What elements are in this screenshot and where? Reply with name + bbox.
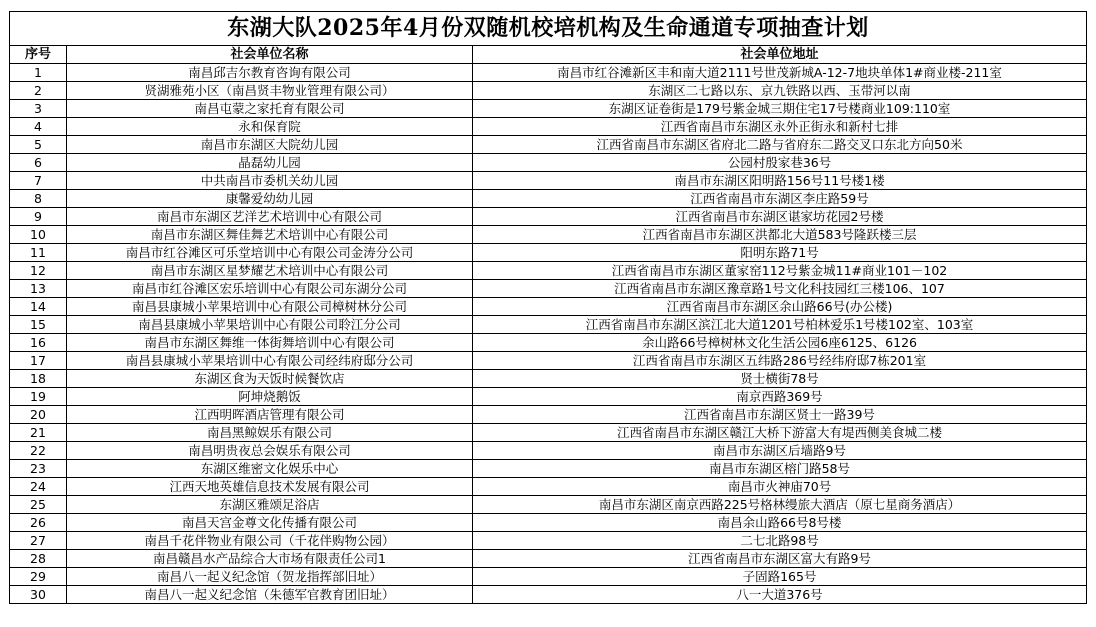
unit-name-cell[interactable]: 南昌屯蒙之家托育有限公司 (67, 100, 473, 118)
table-row (10, 406, 1087, 424)
unit-name-cell[interactable]: 南昌县康城小苹果培训中心有限公司樟树林分公司 (67, 298, 473, 316)
unit-address-cell[interactable]: 阳明东路71号 (473, 244, 1087, 262)
serial-number-cell[interactable]: 12 (10, 262, 67, 280)
serial-number-cell[interactable]: 18 (10, 370, 67, 388)
table-row (10, 334, 1087, 352)
table-row (10, 208, 1087, 226)
serial-number-cell[interactable]: 14 (10, 298, 67, 316)
unit-address-cell[interactable]: 南昌市东湖区榕门路58号 (473, 460, 1087, 478)
header-unit-name[interactable]: 社会单位名称 (67, 46, 473, 64)
serial-number-cell[interactable]: 5 (10, 136, 67, 154)
serial-number-cell[interactable]: 4 (10, 118, 67, 136)
table-row (10, 370, 1087, 388)
unit-address-cell[interactable]: 东湖区二七路以东、京九铁路以西、玉带河以南 (473, 82, 1087, 100)
unit-address-cell[interactable]: 子固路165号 (473, 568, 1087, 586)
table-row (10, 82, 1087, 100)
unit-name-cell[interactable]: 南昌市红谷滩区可乐堂培训中心有限公司金涛分公司 (67, 244, 473, 262)
header-serial-number[interactable]: 序号 (10, 46, 67, 64)
unit-name-cell[interactable]: 南昌邱吉尔教育咨询有限公司 (67, 64, 473, 82)
unit-address-cell[interactable]: 南昌市东湖区南京西路225号格林缦旅大酒店（原七星商务酒店） (473, 496, 1087, 514)
table-row (10, 442, 1087, 460)
table-row (10, 118, 1087, 136)
table-row (10, 532, 1087, 550)
table-row (10, 262, 1087, 280)
table-row (10, 172, 1087, 190)
serial-number-cell[interactable]: 16 (10, 334, 67, 352)
unit-address-cell[interactable]: 江西省南昌市东湖区洪都北大道583号隆跃楼三层 (473, 226, 1087, 244)
unit-address-cell[interactable]: 江西省南昌市东湖区滨江北大道1201号柏林爱乐1号楼102室、103室 (473, 316, 1087, 334)
unit-address-cell[interactable]: 南昌市东湖区后墙路9号 (473, 442, 1087, 460)
serial-number-cell[interactable]: 6 (10, 154, 67, 172)
unit-name-cell[interactable]: 南昌市东湖区舞维一体街舞培训中心有限公司 (67, 334, 473, 352)
table-row (10, 388, 1087, 406)
table-body (10, 64, 1087, 604)
serial-number-cell[interactable]: 23 (10, 460, 67, 478)
table-row (10, 154, 1087, 172)
serial-number-cell[interactable]: 22 (10, 442, 67, 460)
table-row (10, 244, 1087, 262)
unit-address-cell[interactable]: 南昌市红谷滩新区丰和南大道2111号世茂新城A-12-7地块单体1#商业楼-211室 (473, 64, 1087, 82)
table-row (10, 478, 1087, 496)
title-row (10, 12, 1087, 46)
serial-number-cell[interactable]: 8 (10, 190, 67, 208)
unit-name-cell[interactable]: 东湖区维密文化娱乐中心 (67, 460, 473, 478)
table-title[interactable]: 东湖大队2025年4月份双随机校培机构及生命通道专项抽查计划 (10, 12, 1087, 46)
unit-address-cell[interactable]: 南京西路369号 (473, 388, 1087, 406)
table-row (10, 586, 1087, 604)
unit-name-cell[interactable]: 南昌市红谷滩区宏乐培训中心有限公司东湖分公司 (67, 280, 473, 298)
table-row (10, 190, 1087, 208)
unit-name-cell[interactable]: 南昌县康城小苹果培训中心有限公司经纬府邸分公司 (67, 352, 473, 370)
serial-number-cell[interactable]: 1 (10, 64, 67, 82)
unit-address-cell[interactable]: 东湖区证卷街是179号紫金城三期住宅17号楼商业109:110室 (473, 100, 1087, 118)
unit-address-cell[interactable]: 江西省南昌市东湖区赣江大桥下游富大有堤西侧美食城二楼 (473, 424, 1087, 442)
unit-address-cell[interactable]: 贤士横街78号 (473, 370, 1087, 388)
unit-address-cell[interactable]: 江西省南昌市东湖区省府北二路与省府东二路交叉口东北方向50米 (473, 136, 1087, 154)
unit-name-cell[interactable]: 江西天地英雄信息技术发展有限公司 (67, 478, 473, 496)
inspection-plan-table (9, 11, 1087, 604)
table-row (10, 64, 1087, 82)
unit-name-cell[interactable]: 阿坤烧鹅饭 (67, 388, 473, 406)
serial-number-cell[interactable]: 11 (10, 244, 67, 262)
serial-number-cell[interactable]: 26 (10, 514, 67, 532)
unit-name-cell[interactable]: 江西明晖酒店管理有限公司 (67, 406, 473, 424)
unit-address-cell[interactable]: 南昌市东湖区阳明路156号11号楼1楼 (473, 172, 1087, 190)
serial-number-cell[interactable]: 30 (10, 586, 67, 604)
serial-number-cell[interactable]: 28 (10, 550, 67, 568)
unit-name-cell[interactable]: 南昌市东湖区星梦耀艺术培训中心有限公司 (67, 262, 473, 280)
unit-address-cell[interactable]: 江西省南昌市东湖区永外正街永和新村七排 (473, 118, 1087, 136)
unit-name-cell[interactable]: 南昌八一起义纪念馆（贺龙指挥部旧址） (67, 568, 473, 586)
unit-name-cell[interactable]: 南昌市东湖区艺洋艺术培训中心有限公司 (67, 208, 473, 226)
header-unit-address[interactable]: 社会单位地址 (473, 46, 1087, 64)
unit-name-cell[interactable]: 晶磊幼儿园 (67, 154, 473, 172)
spreadsheet (9, 11, 1086, 604)
unit-name-cell[interactable]: 贤湖雅苑小区（南昌贤丰物业管理有限公司） (67, 82, 473, 100)
table-row (10, 352, 1087, 370)
unit-address-cell[interactable]: 余山路66号樟树林文化生活公园6座6125、6126 (473, 334, 1087, 352)
unit-name-cell[interactable]: 南昌千花伴物业有限公司（千花伴购物公园） (67, 532, 473, 550)
unit-name-cell[interactable]: 南昌黑鲸娱乐有限公司 (67, 424, 473, 442)
serial-number-cell[interactable]: 21 (10, 424, 67, 442)
unit-address-cell[interactable]: 南昌市火神庙70号 (473, 478, 1087, 496)
unit-address-cell[interactable]: 江西省南昌市东湖区董家窑112号紫金城11#商业101－102 (473, 262, 1087, 280)
table-row (10, 298, 1087, 316)
serial-number-cell[interactable]: 27 (10, 532, 67, 550)
unit-address-cell[interactable]: 江西省南昌市东湖区谌家坊花园2号楼 (473, 208, 1087, 226)
table-row (10, 568, 1087, 586)
serial-number-cell[interactable]: 9 (10, 208, 67, 226)
unit-address-cell[interactable]: 江西省南昌市东湖区豫章路1号文化科技园红三楼106、107 (473, 280, 1087, 298)
unit-name-cell[interactable]: 东湖区雅颂足浴店 (67, 496, 473, 514)
serial-number-cell[interactable]: 3 (10, 100, 67, 118)
unit-name-cell[interactable]: 南昌县康城小苹果培训中心有限公司聆江分公司 (67, 316, 473, 334)
serial-number-cell[interactable]: 29 (10, 568, 67, 586)
serial-number-cell[interactable]: 24 (10, 478, 67, 496)
serial-number-cell[interactable]: 19 (10, 388, 67, 406)
unit-name-cell[interactable]: 南昌天宫金尊文化传播有限公司 (67, 514, 473, 532)
unit-name-cell[interactable]: 南昌市东湖区舞佳舞艺术培训中心有限公司 (67, 226, 473, 244)
table-row (10, 496, 1087, 514)
serial-number-cell[interactable]: 17 (10, 352, 67, 370)
table-row (10, 226, 1087, 244)
unit-address-cell[interactable]: 江西省南昌市东湖区贤士一路39号 (473, 406, 1087, 424)
table-row (10, 514, 1087, 532)
unit-address-cell[interactable]: 江西省南昌市东湖区余山路66号(办公楼) (473, 298, 1087, 316)
unit-name-cell[interactable]: 南昌赣昌水产品综合大市场有限责任公司1 (67, 550, 473, 568)
table-row (10, 550, 1087, 568)
unit-address-cell[interactable]: 八一大道376号 (473, 586, 1087, 604)
serial-number-cell[interactable]: 20 (10, 406, 67, 424)
serial-number-cell[interactable]: 2 (10, 82, 67, 100)
serial-number-cell[interactable]: 15 (10, 316, 67, 334)
unit-address-cell[interactable]: 南昌余山路66号8号楼 (473, 514, 1087, 532)
unit-name-cell[interactable]: 康馨爱幼幼儿园 (67, 190, 473, 208)
header-row (10, 46, 1087, 64)
unit-name-cell[interactable]: 中共南昌市委机关幼儿园 (67, 172, 473, 190)
unit-name-cell[interactable]: 南昌市东湖区大院幼儿园 (67, 136, 473, 154)
table-row (10, 460, 1087, 478)
unit-address-cell[interactable]: 江西省南昌市东湖区五纬路286号经纬府邸7栋201室 (473, 352, 1087, 370)
unit-name-cell[interactable]: 永和保育院 (67, 118, 473, 136)
table-row (10, 316, 1087, 334)
table-row (10, 100, 1087, 118)
unit-address-cell[interactable]: 江西省南昌市东湖区富大有路9号 (473, 550, 1087, 568)
unit-address-cell[interactable]: 江西省南昌市东湖区李庄路59号 (473, 190, 1087, 208)
serial-number-cell[interactable]: 13 (10, 280, 67, 298)
serial-number-cell[interactable]: 10 (10, 226, 67, 244)
serial-number-cell[interactable]: 25 (10, 496, 67, 514)
table-row (10, 136, 1087, 154)
table-row (10, 280, 1087, 298)
unit-name-cell[interactable]: 东湖区食为天饭时候餐饮店 (67, 370, 473, 388)
unit-address-cell[interactable]: 公园村殷家巷36号 (473, 154, 1087, 172)
unit-name-cell[interactable]: 南昌八一起义纪念馆（朱德军官教育团旧址） (67, 586, 473, 604)
unit-name-cell[interactable]: 南昌明贵夜总会娱乐有限公司 (67, 442, 473, 460)
unit-address-cell[interactable]: 二七北路98号 (473, 532, 1087, 550)
table-row (10, 424, 1087, 442)
serial-number-cell[interactable]: 7 (10, 172, 67, 190)
